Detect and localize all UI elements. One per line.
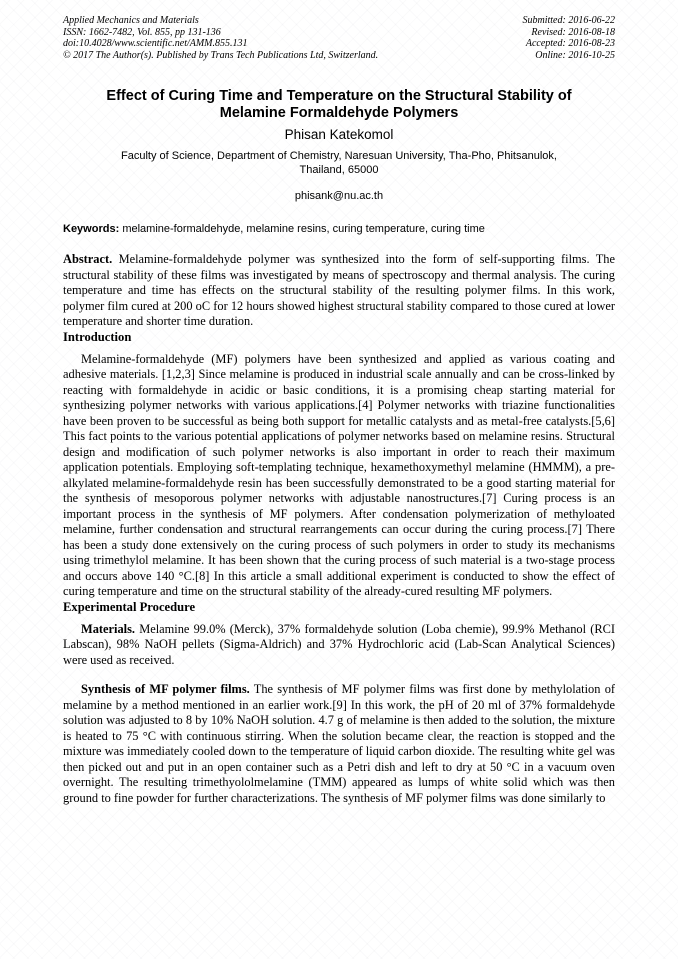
journal-name: Applied Mechanics and Materials	[63, 15, 199, 26]
journal-header	[63, 15, 615, 61]
journal-issn-volume: ISSN: 1662-7482, Vol. 855, pp 131-136	[63, 26, 221, 38]
revised-date: Revised: 2016-08-18	[531, 26, 615, 38]
author-name: Phisan Katekomol	[284, 127, 394, 142]
accepted-date: Accepted: 2016-08-23	[525, 38, 615, 49]
online-date: Online: 2016-10-25	[535, 49, 615, 61]
keywords-line	[63, 222, 615, 236]
submitted-date: Submitted: 2016-06-22	[522, 15, 615, 26]
affiliation	[63, 149, 615, 177]
submission-dates	[523, 15, 616, 61]
abstract-text: Melamine-formaldehyde polymer was synthesized into the form of self-supporting films. The structural stability of these films was investigated by means of spectroscopy and thermal analysis. The curing temperature and time has effects on the structural stability of the resulting polymer films. In this work, polymer film cured at 200 oC for 12 hours showed highest structural stability compared to those cured at lower temperature and shorter time duration.	[63, 252, 615, 328]
synthesis-text: The synthesis of MF polymer films was first done by methylolation of melamine by a method mentioned in an earlier work.[9] In this work, the pH of 20 ml of 37% formaldehyde solution was adjusted to 8 by 10% NaOH solution. 4.7 g of melamine is then added to the solution, the mixture is heated to 75 °C with continuous stirring. When the solution became clear, the reaction is stopped and the mixture was immediately cooled down to the temperature of liquid carbon dioxide. The resulting white gel was then picked out and put in an open container such as a Petri dish and left to dry at 50 °C in a vacuum oven overnight. The resulting trimethyololmelamine (TMM) appeared as lumps of white solid which was then ground to fine powder for further characterizations. The synthesis of MF polymer films was done similarly to	[63, 682, 616, 805]
keywords-text: melamine-formaldehyde, melamine resins, curing temperature, curing time	[122, 223, 485, 235]
introduction-paragraph: Melamine-formaldehyde (MF) polymers have been synthesized and applied as various coating and adhesive materials. [1,2,3] Since melamine is produced in industrial scale annually and can be cross-linked by reacting with formaldehyde in acidic or basic conditions, it is a promising cheap starting material for synthesizing polymer networks with various applications.[4] Polymer networks with triazine functionalities have been proven to be successful as being both support for metallic catalysts and as metal-free catalysts.[5,6] This fact points to the various potential applications of polymer networks based on melamine resins. Structural design and modification of such polymer networks is also important in order to reach their maximum application potentials. Employing soft-templating technique, hexamethoxymethyl melamine (HMMM), a pre-alkylated melamine-formaldehyde resin has been successfully demonstrated to be a good starting material for the synthesis of mesoporous polymer networks with adjustable nanostructures.[7] Curing process is an important process in the synthesis of MF polymers. After condensation polymerization of methyloated melamine, further condensation and structural rearrangements can occur during the curing process.[7] There has been a study done extensively on the curing process of such polymers in order to study its mechanisms using trimethylol melamine. It has been shown that the curing process of such material is a two-stage process and occurs above 140 °C.[8] In this article a small additional experiment is conducted to show the effect of curing temperature and time on the structural stability of the already-cured resulting MF polymers.	[63, 351, 615, 598]
abstract-paragraph	[63, 252, 615, 330]
keywords-label: Keywords:	[63, 223, 120, 235]
author-email: phisank@nu.ac.th	[294, 190, 384, 202]
synthesis-paragraph	[63, 682, 615, 806]
paper-title-line-1: Effect of Curing Time and Temperature on the Structural Stability of	[106, 88, 572, 104]
journal-doi: doi:10.4028/www.scientific.net/AMM.855.131	[63, 38, 248, 49]
paper-title	[63, 88, 615, 122]
synthesis-label: Synthesis of MF polymer films.	[81, 682, 250, 696]
journal-copyright: © 2017 The Author(s). Published by Trans Tech Publications Ltd, Switzerland.	[63, 49, 379, 61]
abstract-label: Abstract.	[63, 252, 113, 266]
affiliation-line-2: Thailand, 65000	[299, 164, 379, 176]
section-heading-introduction: Introduction	[63, 329, 132, 344]
section-heading-experimental: Experimental Procedure	[63, 599, 196, 614]
materials-paragraph	[63, 622, 615, 669]
affiliation-line-1: Faculty of Science, Department of Chemistry, Naresuan University, Tha-Pho, Phitsanulok,	[121, 150, 557, 162]
journal-info	[63, 15, 378, 61]
materials-text: Melamine 99.0% (Merck), 37% formaldehyde solution (Loba chemie), 99.9% Methanol (RCI Labscan), 98% NaOH pellets (Sigma-Aldrich) and 37% Hydrochloric acid (Lab-Scan Analytical Sciences) were used as received.	[63, 621, 615, 667]
paper-title-line-2: Melamine Formaldehyde Polymers	[219, 105, 459, 121]
materials-label: Materials.	[81, 621, 136, 636]
